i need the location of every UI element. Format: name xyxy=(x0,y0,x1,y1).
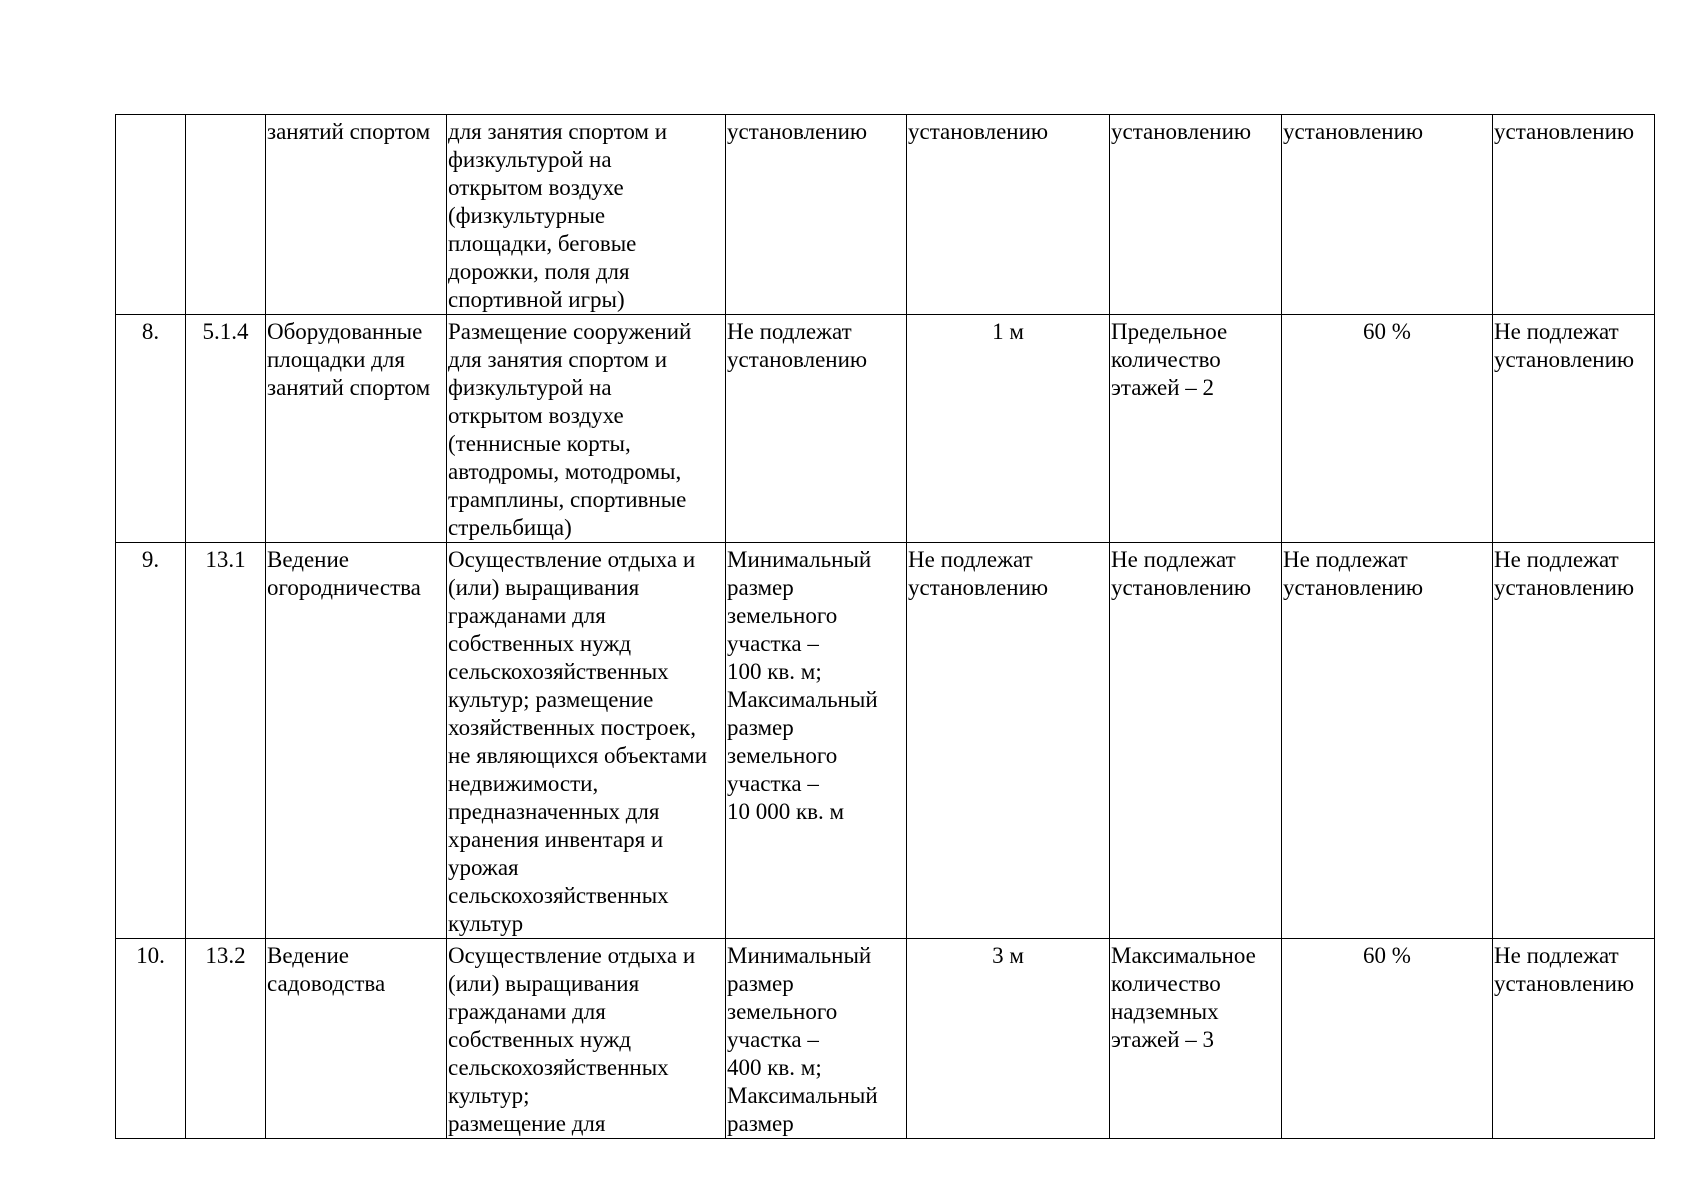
cell-text-line: 60 % xyxy=(1363,319,1411,344)
cell-text-line: установлению xyxy=(908,119,1049,144)
cell-text-line: установлению xyxy=(1283,119,1424,144)
cell-text-line: Ведение xyxy=(267,943,349,968)
cell-text-line: установлению xyxy=(1111,575,1252,600)
setback-cell xyxy=(907,543,1110,939)
cell-text-line: размещение для xyxy=(448,1111,606,1136)
cell-text-line: 3 м xyxy=(992,943,1024,968)
use-name-cell xyxy=(266,115,447,315)
cell-text-line: 13.2 xyxy=(205,943,246,968)
cell-text-line: Не подлежат xyxy=(727,319,852,344)
use-name-cell xyxy=(266,939,447,1139)
cell-text-line: стрельбища) xyxy=(448,515,572,540)
cell-text-line: 400 кв. м; xyxy=(727,1055,822,1080)
cell-text-line: Минимальный xyxy=(727,943,872,968)
row-number-cell xyxy=(116,315,186,543)
cell-text-line: Предельное xyxy=(1111,319,1228,344)
use-code-cell xyxy=(186,939,266,1139)
cell-text-line: недвижимости, xyxy=(448,771,599,796)
use-name-cell xyxy=(266,543,447,939)
setback-cell xyxy=(907,315,1110,543)
cell-text-line: Оборудованные xyxy=(267,319,423,344)
use-description-cell xyxy=(447,315,726,543)
cell-text-line: культур; размещение xyxy=(448,687,654,712)
floors-cell xyxy=(1110,115,1282,315)
cell-text-line: установлению xyxy=(1494,119,1635,144)
cell-text-line: 13.1 xyxy=(205,547,246,572)
use-code-cell xyxy=(186,543,266,939)
plot-size-cell xyxy=(726,543,907,939)
use-code-cell xyxy=(186,315,266,543)
cell-text-line: культур xyxy=(448,911,524,936)
cell-text-line: установлению xyxy=(1283,575,1424,600)
cell-text-line: этажей – 3 xyxy=(1111,1027,1215,1052)
cell-text-line: Максимальное xyxy=(1111,943,1256,968)
cell-text-line: 5.1.4 xyxy=(202,319,249,344)
other-params-cell xyxy=(1493,115,1655,315)
cell-text-line: Осуществление отдыха и xyxy=(448,943,696,968)
use-description-cell xyxy=(447,939,726,1139)
coverage-cell xyxy=(1282,115,1493,315)
cell-text-line: 60 % xyxy=(1363,943,1411,968)
cell-text-line: урожая xyxy=(448,855,519,880)
plot-size-cell xyxy=(726,939,907,1139)
cell-text-line: предназначенных для xyxy=(448,799,660,824)
cell-text-line: площадки, беговые xyxy=(448,231,637,256)
cell-text-line: установлению xyxy=(727,119,868,144)
cell-text-line: участка – xyxy=(727,1027,819,1052)
cell-text-line: установлению xyxy=(1494,971,1635,996)
use-name-cell xyxy=(266,315,447,543)
coverage-cell xyxy=(1282,543,1493,939)
cell-text-line: садоводства xyxy=(267,971,386,996)
cell-text-line: спортивной игры) xyxy=(448,287,625,312)
other-params-cell xyxy=(1493,543,1655,939)
cell-text-line: гражданами для xyxy=(448,999,606,1024)
cell-text-line: собственных нужд xyxy=(448,631,632,656)
plot-size-cell xyxy=(726,115,907,315)
cell-text-line: физкультурой на xyxy=(448,375,612,400)
cell-text-line: участка – xyxy=(727,631,819,656)
cell-text-line: (или) выращивания xyxy=(448,575,640,600)
row-number-cell xyxy=(116,543,186,939)
cell-text-line: размер xyxy=(727,971,794,996)
cell-text-line: 1 м xyxy=(992,319,1024,344)
cell-text-line: Не подлежат xyxy=(1494,547,1619,572)
cell-text-line: размер xyxy=(727,575,794,600)
cell-text-line: не являющихся объектами xyxy=(448,743,708,768)
cell-text-line: установлению xyxy=(1494,575,1635,600)
use-code-cell xyxy=(186,115,266,315)
cell-text-line: Осуществление отдыха и xyxy=(448,547,696,572)
cell-text-line: открытом воздухе xyxy=(448,403,624,428)
plot-size-cell xyxy=(726,315,907,543)
cell-text-line: 10. xyxy=(136,943,165,968)
zoning-regulations-table xyxy=(115,114,1655,1139)
cell-text-line: сельскохозяйственных xyxy=(448,659,669,684)
cell-text-line: физкультурой на xyxy=(448,147,612,172)
cell-text-line: трамплины, спортивные xyxy=(448,487,687,512)
cell-text-line: дорожки, поля для xyxy=(448,259,630,284)
cell-text-line: установлению xyxy=(908,575,1049,600)
cell-text-line: этажей – 2 xyxy=(1111,375,1215,400)
other-params-cell xyxy=(1493,939,1655,1139)
table-row xyxy=(116,543,1655,939)
cell-text-line: Размещение сооружений xyxy=(448,319,692,344)
cell-text-line: участка – xyxy=(727,771,819,796)
coverage-cell xyxy=(1282,315,1493,543)
table-row xyxy=(116,315,1655,543)
cell-text-line: открытом воздухе xyxy=(448,175,624,200)
cell-text-line: (или) выращивания xyxy=(448,971,640,996)
cell-text-line: 8. xyxy=(141,319,160,344)
cell-text-line: Ведение xyxy=(267,547,349,572)
floors-cell xyxy=(1110,939,1282,1139)
cell-text-line: хранения инвентаря и xyxy=(448,827,664,852)
cell-text-line: установлению xyxy=(1494,347,1635,372)
cell-text-line: Не подлежат xyxy=(1494,319,1619,344)
cell-text-line: хозяйственных построек, xyxy=(448,715,696,740)
cell-text-line: Не подлежат xyxy=(1494,943,1619,968)
cell-text-line: земельного xyxy=(727,603,838,628)
cell-text-line: размер xyxy=(727,715,794,740)
cell-text-line: (теннисные корты, xyxy=(448,431,631,456)
cell-text-line: собственных нужд xyxy=(448,1027,632,1052)
cell-text-line: (физкультурные xyxy=(448,203,606,228)
cell-text-line: для занятия спортом и xyxy=(448,347,668,372)
cell-text-line: Минимальный xyxy=(727,547,872,572)
coverage-cell xyxy=(1282,939,1493,1139)
floors-cell xyxy=(1110,543,1282,939)
cell-text-line: культур; xyxy=(448,1083,530,1108)
table-row xyxy=(116,115,1655,315)
row-number-cell xyxy=(116,939,186,1139)
cell-text-line: гражданами для xyxy=(448,603,606,628)
cell-text-line: 9. xyxy=(141,547,160,572)
cell-text-line: земельного xyxy=(727,999,838,1024)
cell-text-line: размер xyxy=(727,1111,794,1136)
other-params-cell xyxy=(1493,315,1655,543)
cell-text-line: Максимальный xyxy=(727,687,878,712)
cell-text-line: количество xyxy=(1111,971,1221,996)
cell-text-line: 10 000 кв. м xyxy=(727,799,845,824)
cell-text-line: надземных xyxy=(1111,999,1219,1024)
cell-text-line: установлению xyxy=(1111,119,1252,144)
use-description-cell xyxy=(447,543,726,939)
cell-text-line: сельскохозяйственных xyxy=(448,883,669,908)
setback-cell xyxy=(907,939,1110,1139)
cell-text-line: занятий спортом xyxy=(267,119,431,144)
setback-cell xyxy=(907,115,1110,315)
cell-text-line: количество xyxy=(1111,347,1221,372)
cell-text-line: земельного xyxy=(727,743,838,768)
cell-text-line: занятий спортом xyxy=(267,375,431,400)
cell-text-line: автодромы, мотодромы, xyxy=(448,459,682,484)
cell-text-line: для занятия спортом и xyxy=(448,119,668,144)
row-number-cell xyxy=(116,115,186,315)
floors-cell xyxy=(1110,315,1282,543)
cell-text-line: установлению xyxy=(727,347,868,372)
cell-text-line: Не подлежат xyxy=(1111,547,1236,572)
cell-text-line: 100 кв. м; xyxy=(727,659,822,684)
cell-text-line: Максимальный xyxy=(727,1083,878,1108)
use-description-cell xyxy=(447,115,726,315)
cell-text-line: огородничества xyxy=(267,575,421,600)
table-row xyxy=(116,939,1655,1139)
cell-text-line: Не подлежат xyxy=(908,547,1033,572)
cell-text-line: Не подлежат xyxy=(1283,547,1408,572)
cell-text-line: площадки для xyxy=(267,347,405,372)
cell-text-line: сельскохозяйственных xyxy=(448,1055,669,1080)
